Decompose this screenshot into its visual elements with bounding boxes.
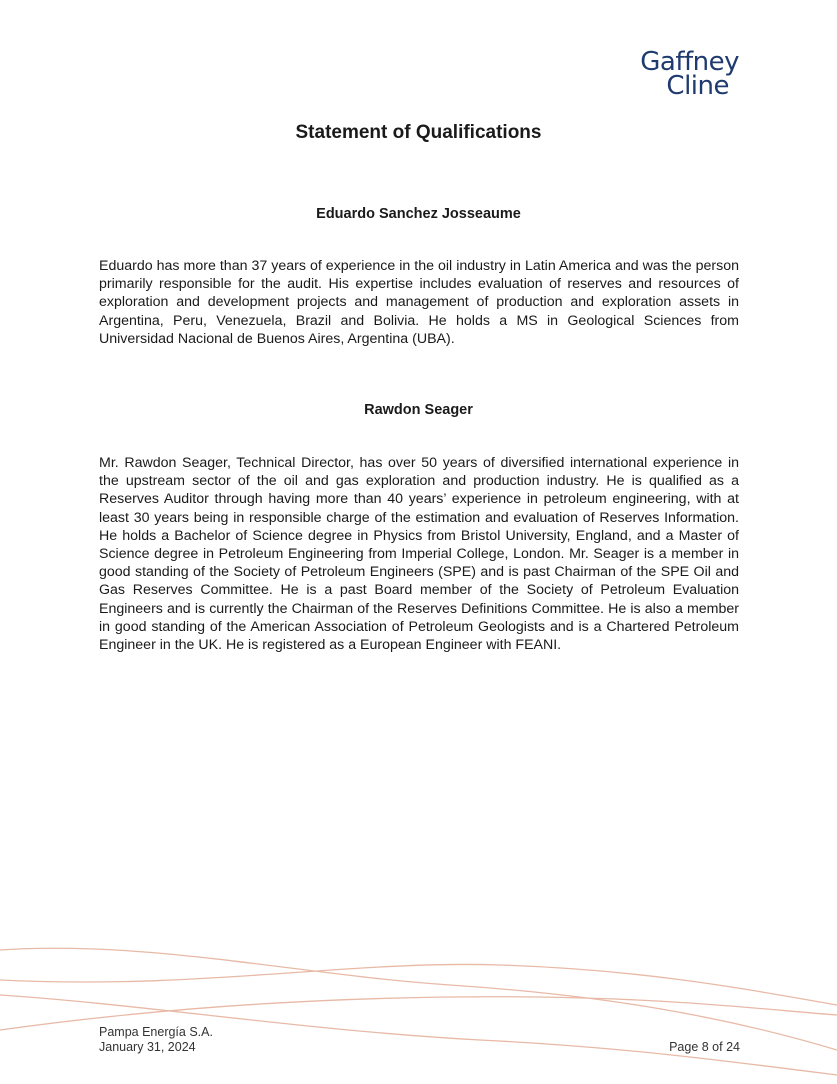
logo-line-1: Gaffney <box>640 47 739 77</box>
person-name-1: Eduardo Sanchez Josseaume <box>316 206 521 222</box>
logo-line-2: Cline <box>666 71 729 101</box>
wave-line-2 <box>0 964 837 1005</box>
person-name-2: Rawdon Seager <box>364 402 473 418</box>
footer-left <box>99 1025 213 1055</box>
gaffney-cline-logo <box>640 47 739 101</box>
footer-company: Pampa Energía S.A. <box>99 1025 213 1039</box>
page-title: Statement of Qualifications <box>295 122 542 143</box>
decorative-wave-lines <box>0 935 837 1084</box>
page-number: Page 8 of 24 <box>669 1040 740 1054</box>
person-bio-2: Mr. Rawdon Seager, Technical Director, has over 50 years of diversified international experience in the upstream sector of the oil and gas exploration and production industry. He is qualified as a Reserves Auditor through having more than 40 years’ experience in petroleum engineering, with at least 30 years being in responsible charge of the estimation and evaluation of Reserves Information. He holds a Bachelor of Science degree in Physics from Bristol University, England, and a Master of Science degree in Petroleum Engineering from Imperial College, London. Mr. Seager is a member in good standing of the Society of Petroleum Engineers (SPE) and is past Chairman of the SPE Oil and Gas Reserves Committee. He is a past Board member of the Society of Petroleum Evaluation Engineers and is currently the Chairman of the Reserves Definitions Committee. He is also a member in good standing of the American Association of Petroleum Geologists and is a Chartered Petroleum Engineer in the UK. He is registered as a European Engineer with FEANI. <box>99 455 739 654</box>
person-bio-1: Eduardo has more than 37 years of experience in the oil industry in Latin America and was the person primarily responsible for the audit. His expertise includes evaluation of reserves and resources of exploration and development projects and management of production and exploration assets in Argentina, Peru, Venezuela, Brazil and Bolivia. He holds a MS in Geological Sciences from Universidad Nacional de Buenos Aires, Argentina (UBA). <box>99 258 739 347</box>
footer-date: January 31, 2024 <box>99 1040 196 1054</box>
